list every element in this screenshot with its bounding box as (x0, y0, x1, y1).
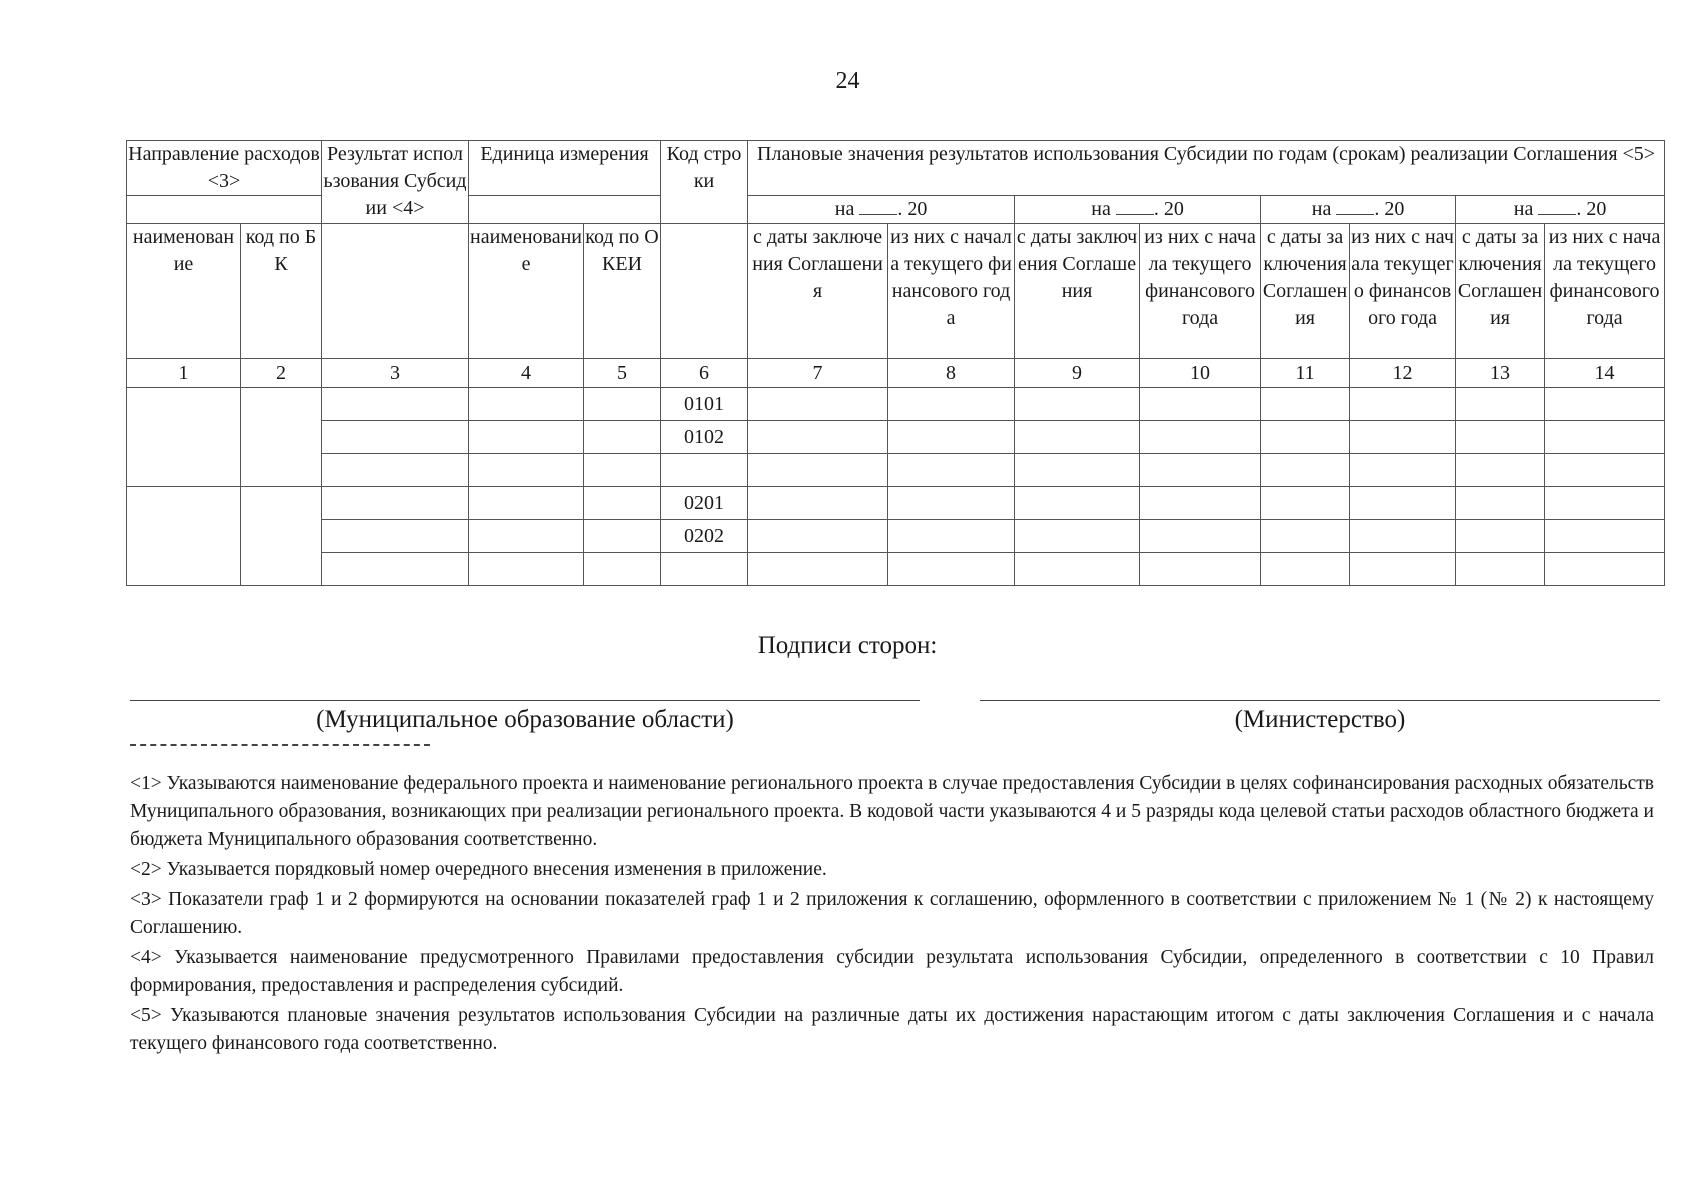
year-header-1: на . 20 (748, 196, 1015, 224)
year-header-2: на . 20 (1015, 196, 1261, 224)
footnote-separator (130, 744, 430, 746)
year-header-3: на . 20 (1261, 196, 1456, 224)
col-number: 8 (888, 359, 1015, 388)
col-number: 4 (469, 359, 584, 388)
footnote-2: <2> Указывается порядковый номер очередного внесения изменения в приложение. (130, 859, 827, 880)
header-from-year-start-3: из них с начала текущего финансового года (1350, 224, 1456, 359)
header-unit-name: наименование (469, 224, 584, 359)
footnote-5: <5> Указываются плановые значения результатов использования Субсидии на различные даты их достижения нарастающим итогом с даты заключения Соглашения и с начала текущего финансового года соответственно. (130, 1005, 1654, 1054)
header-okei-code: код по ОКЕИ (584, 224, 661, 359)
footnote-4: <4> Указывается наименование предусмотренного Правилами предоставления субсидии результата использования Субсидии, определенного в соответствии с 10 Правил формирования, предоставления и распределения субсидий. (130, 947, 1654, 996)
table-row (127, 487, 1665, 520)
col-number: 6 (661, 359, 748, 388)
header-plan-values: Плановые значения результатов использования Субсидии по годам (срокам) реализации Соглашения <5> (748, 141, 1665, 196)
col-number: 1 (127, 359, 241, 388)
header-bk-code: код по БК (241, 224, 322, 359)
header-from-year-start-2: из них с начала текущего финансового года (1140, 224, 1261, 359)
col-number: 12 (1350, 359, 1456, 388)
plan-values-table (126, 140, 1665, 586)
header-unit: Единица измерения (469, 141, 661, 196)
col-number: 5 (584, 359, 661, 388)
signature-label-municipality: (Муниципальное образование области) (316, 706, 734, 733)
header-from-agreement-3: с даты заключения Соглашения (1261, 224, 1350, 359)
col-number: 3 (322, 359, 469, 388)
header-direction: Направление расходов <3> (127, 141, 322, 196)
col-number: 2 (241, 359, 322, 388)
year-header-4: на . 20 (1456, 196, 1665, 224)
table-row (127, 520, 1665, 553)
footnote-1: <1> Указываются наименование федерального проекта и наименование регионального проекта в случае предоставления Субсидии в целях софинансирования расходных обязательств Муниципального образования, возникающих при реализации регионального проекта. В кодовой части указываются 4 и 5 разряды кода целевой статьи расходов областного бюджета и бюджета Муниципального образования соответственно. (130, 773, 1654, 850)
header-direction-name: наименование (127, 224, 241, 359)
table-row (127, 388, 1665, 421)
header-row-code: Код строки (661, 141, 748, 224)
col-number: 7 (748, 359, 888, 388)
header-from-year-start-1: из них с начала текущего финансового года (888, 224, 1015, 359)
footnote-3: <3> Показатели граф 1 и 2 формируются на основании показателей граф 1 и 2 приложения к соглашению, оформленного в соответствии с приложением № 1 (№ 2) к настоящему Соглашению. (130, 889, 1654, 938)
row-code: 0201 (661, 487, 748, 520)
row-code: 0102 (661, 421, 748, 454)
col-number: 14 (1545, 359, 1665, 388)
signature-line-municipality (130, 700, 920, 701)
row-code: 0101 (661, 388, 748, 421)
header-from-agreement-2: с даты заключения Соглашения (1015, 224, 1140, 359)
header-from-agreement-1: с даты заключения Соглашения (748, 224, 888, 359)
signatures-title: Подписи сторон: (757, 632, 938, 659)
table-row (127, 553, 1665, 586)
table-row (127, 454, 1665, 487)
signature-label-ministry: (Министерство) (1234, 706, 1406, 733)
footnotes (130, 770, 1654, 1060)
col-number: 9 (1015, 359, 1140, 388)
col-number: 11 (1261, 359, 1350, 388)
row-code (661, 454, 748, 487)
header-from-agreement-4: с даты заключения Соглашения (1456, 224, 1545, 359)
col-number: 10 (1140, 359, 1261, 388)
page-number: 24 (835, 68, 860, 94)
row-code (661, 553, 748, 586)
header-from-year-start-4: из них с начала текущего финансового года (1545, 224, 1665, 359)
signature-line-ministry (980, 700, 1660, 701)
table-row (127, 421, 1665, 454)
header-result: Результат использования Субсидии <4> (322, 141, 469, 224)
row-code: 0202 (661, 520, 748, 553)
col-number: 13 (1456, 359, 1545, 388)
